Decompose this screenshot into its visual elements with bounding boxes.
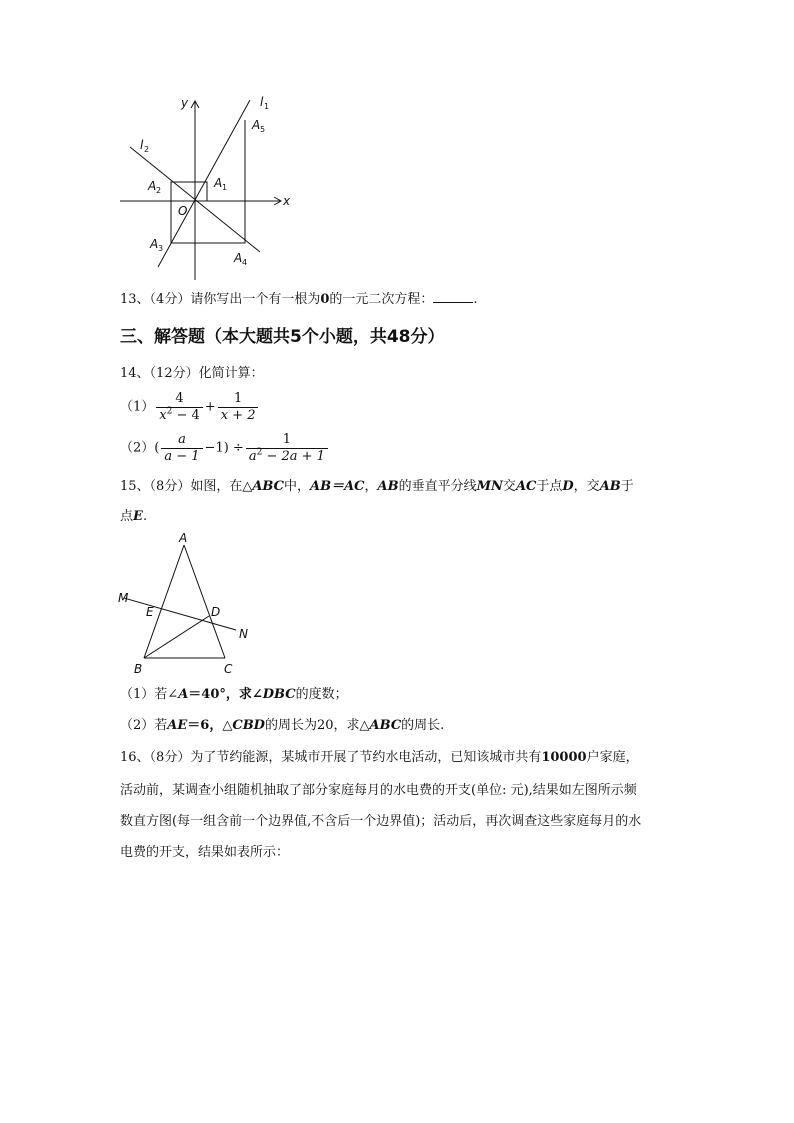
q13-end: . (473, 292, 478, 307)
side-ac (184, 545, 225, 658)
point-e-label: E (146, 605, 154, 619)
l2-label: l (140, 138, 144, 152)
a4-label: A (234, 251, 243, 265)
triangle-figure (112, 530, 262, 680)
q14-score: （12分） (149, 366, 199, 381)
q13-score: （4分） (149, 292, 191, 307)
q14-part-2 (120, 432, 330, 465)
q14-p2-fraction-2 (246, 432, 328, 465)
segment-bd (144, 616, 209, 658)
q14-part-1 (120, 391, 260, 424)
a5-sub: 5 (260, 125, 266, 134)
x-label: x (283, 194, 291, 208)
q14-p1-plus: + (204, 399, 216, 415)
q14-text: 化简计算： (198, 366, 264, 381)
a4-sub: 4 (242, 258, 248, 267)
vertex-c-label: C (224, 662, 233, 676)
q14-p1-fraction-1 (156, 391, 203, 424)
q14-p2-fraction-1 (161, 432, 202, 465)
a1-sub: 1 (222, 183, 228, 192)
q13-text-a: 请你写出一个有一根为 (190, 292, 321, 307)
a1-label: A (214, 176, 223, 190)
a5-label: A (252, 118, 261, 132)
question-13 (120, 290, 478, 310)
q14-p1-f2-numerator: 1 (218, 391, 259, 408)
a2-sub: 2 (156, 186, 162, 195)
side-ab (144, 545, 184, 658)
q14-p2-open: ( (154, 440, 160, 456)
line-l1 (158, 100, 250, 267)
q14-p2-f1-denominator: a − 1 (164, 449, 200, 464)
q15-part-2: （2）若AE＝6，△CBD的周长为20，求△ABC的周长. (120, 718, 445, 733)
l2-sub: 2 (144, 145, 150, 154)
q14-p2-label: （2） (120, 440, 155, 456)
q14-p1-label: （1） (120, 399, 155, 415)
q13-answer-blank[interactable] (433, 290, 473, 303)
q14-p1-f2-denominator: x + 2 (220, 408, 256, 423)
spiral-path (171, 120, 245, 243)
question-15-line-2: 点E. (120, 509, 148, 524)
q15-part-1: （1）若∠A＝40°，求∠DBC的度数； (120, 687, 348, 702)
question-16-line-3: 数直方图(每一组含前一个边界值,不含后一个边界值)；活动后，再次调查这些家庭每月的水 (120, 814, 642, 829)
q13-number: 13、 (120, 292, 150, 307)
coordinate-figure (110, 92, 310, 282)
vertex-a-label: A (179, 531, 188, 545)
a3-label: A (150, 237, 159, 251)
question-16-line-4: 电费的开支，结果如表所示： (120, 845, 290, 860)
q14-p1-f1-denominator: $x^2 - 4$ (159, 406, 200, 423)
q14-p2-f2-numerator: 1 (246, 432, 328, 449)
question-14 (120, 364, 264, 384)
q14-number: 14、 (120, 366, 150, 381)
question-16-line-2: 活动前，某调查小组随机抽取了部分家庭每月的水电费的开支(单位: 元),结果如左图所示频 (120, 783, 637, 798)
question-15-line-1: 15、（8分）如图，在△ABC中，AB＝AC，AB的垂直平分线MN交AC于点D，交AB于 (120, 479, 634, 494)
q14-p2-minus-divide: −1) ÷ (204, 440, 244, 456)
origin-label: O (178, 204, 188, 218)
q14-p1-f1-numerator: 4 (156, 391, 203, 408)
point-m-label: M (118, 591, 129, 605)
section-3-heading: 三、解答题（本大题共5个小题，共48分） (120, 327, 445, 347)
l1-sub: 1 (264, 102, 270, 111)
q13-zero: 0 (320, 292, 330, 307)
a3-sub: 3 (158, 244, 164, 253)
q14-p1-fraction-2 (218, 391, 259, 424)
vertex-b-label: B (134, 662, 143, 676)
q13-text-b: 的一元二次方程： (329, 292, 434, 307)
l1-label: l (260, 95, 264, 109)
point-d-label: D (211, 605, 221, 619)
a2-label: A (148, 179, 157, 193)
y-label: y (181, 96, 189, 110)
point-n-label: N (239, 627, 248, 641)
question-16-line-1: 16、（8分）为了节约能源，某城市开展了节约水电活动，已知该城市共有10000户家庭， (120, 750, 639, 765)
q14-p2-f2-denominator: $a^2 - 2a + 1$ (248, 447, 325, 464)
q14-p2-f1-numerator: a (161, 432, 202, 449)
